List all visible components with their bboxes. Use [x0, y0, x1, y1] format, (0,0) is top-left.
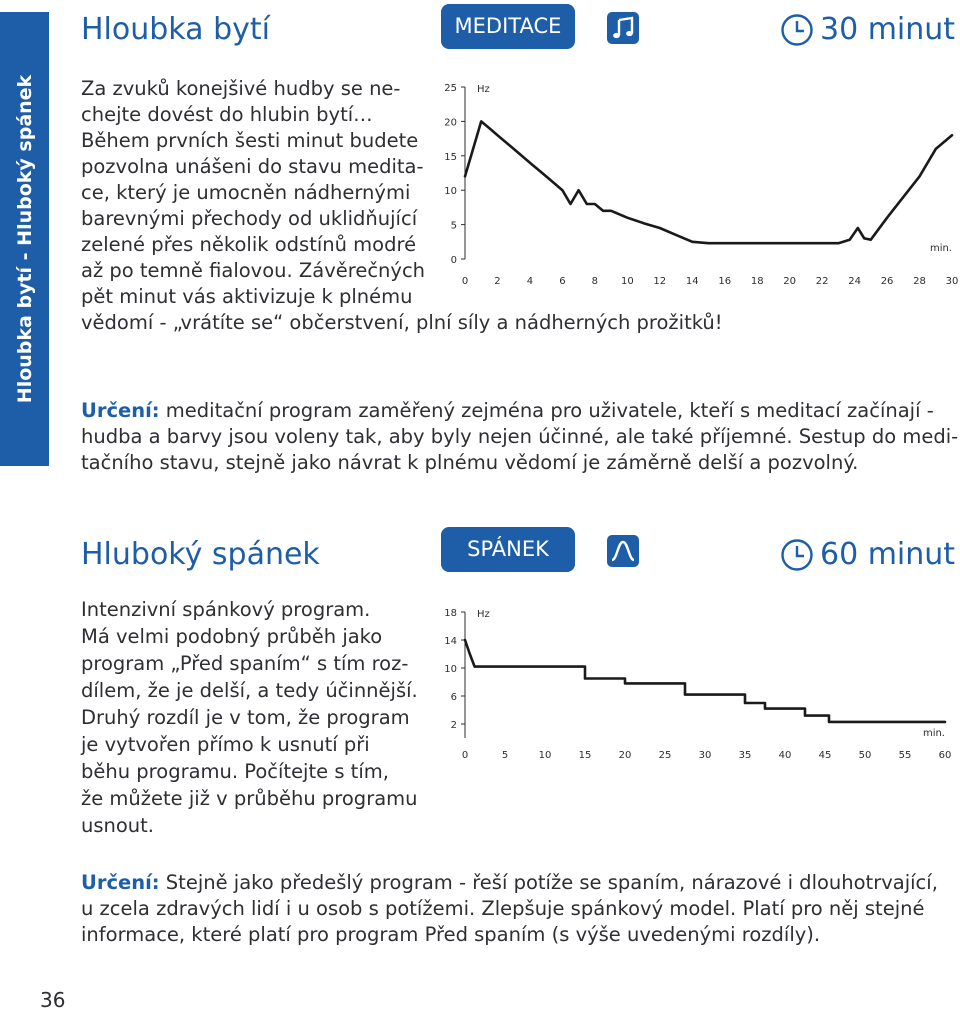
x-tick-label: 35 — [738, 750, 752, 761]
y-tick-label: 5 — [450, 220, 457, 232]
text-line: chejte dovést do hlubin bytí… — [81, 103, 373, 126]
duration-text: 30 minut — [820, 12, 956, 47]
purpose-label: Určení: — [81, 399, 160, 422]
text-line: zelené přes několik odstínů modré — [81, 233, 417, 256]
text-line: barevnými přechody od uklidňující — [81, 207, 418, 230]
series-line — [465, 640, 945, 722]
music-note-icon — [607, 12, 639, 44]
duration-text: 60 minut — [820, 537, 956, 572]
text-line: hudba a barvy jsou voleny tak, aby byly nejen účinné, ale také příjemné. Sestup do medi- — [81, 425, 959, 448]
meditation-purpose — [81, 398, 959, 476]
section-title-meditation: Hloubka bytí — [81, 12, 270, 47]
x-tick-label: 12 — [653, 276, 667, 287]
y-tick-label: 10 — [444, 186, 457, 198]
x-tick-label: 4 — [526, 276, 534, 287]
text-line: dílem, že je delší, a tedy účinnější. — [81, 679, 418, 702]
y-tick-label: 14 — [444, 636, 457, 647]
x-tick-label: 20 — [783, 276, 797, 287]
x-tick-label: 45 — [818, 750, 832, 761]
text-line: běhu programu. Počítejte s tím, — [81, 760, 389, 783]
x-tick-label: 24 — [848, 276, 861, 287]
text-line: Má velmi podobný průběh jako — [81, 625, 383, 648]
y-axis-label: Hz — [477, 84, 490, 95]
sleep-purpose — [81, 870, 956, 948]
x-tick-label: 14 — [685, 276, 699, 287]
text-line: pět minut vás aktivizuje k plnému — [81, 285, 413, 308]
x-tick-label: 10 — [538, 750, 552, 761]
x-axis-label: min. — [929, 243, 952, 254]
x-tick-label: 5 — [501, 750, 509, 761]
y-tick-label: 15 — [444, 151, 457, 163]
text-line: ce, který je umocněn nádhernými — [81, 181, 411, 204]
y-tick-label: 10 — [444, 664, 457, 675]
clock-icon — [780, 538, 814, 572]
x-tick-label: 25 — [658, 750, 672, 761]
clock-icon — [780, 13, 814, 47]
x-tick-label: 16 — [718, 276, 732, 287]
text-line: u zcela zdravých lidí i u osob s potížemi. Zlepšuje spánkový model. Platí pro něj stejné — [81, 897, 925, 920]
text-line: Určení: meditační program zaměřený zejména pro uživatele, kteří s meditací začínají - — [81, 399, 934, 422]
x-tick-label: 30 — [698, 750, 712, 761]
text-line: Během prvních šesti minut budete — [81, 129, 419, 152]
text-line: Druhý rozdíl je v tom, že program — [81, 706, 410, 729]
page-number: 36 — [40, 988, 66, 1012]
x-axis-label: min. — [922, 728, 945, 739]
x-tick-label: 60 — [938, 750, 952, 761]
x-tick-label: 50 — [858, 750, 872, 761]
sidebar-label: Hloubka bytí - Hluboký spánek — [13, 74, 36, 404]
y-tick-label: 18 — [444, 608, 457, 619]
duration-sleep — [780, 537, 955, 572]
text-line: program „Před spaním“ s tím roz- — [81, 652, 409, 675]
x-tick-label: 28 — [913, 276, 926, 287]
y-tick-label: 20 — [444, 117, 457, 129]
text-line: že můžete již v průběhu programu — [81, 787, 418, 810]
text-line: je vytvořen přímo k usnutí při — [81, 733, 370, 756]
x-tick-label: 8 — [591, 276, 599, 287]
x-tick-label: 26 — [880, 276, 894, 287]
waveform-icon — [607, 535, 639, 567]
x-tick-label: 6 — [559, 276, 566, 287]
y-tick-label: 6 — [450, 692, 457, 703]
x-tick-label: 10 — [620, 276, 634, 287]
x-tick-label: 0 — [461, 750, 469, 761]
text-line: informace, které platí pro program Před spaním (s výše uvedenými rozdíly). — [81, 923, 821, 946]
x-tick-label: 20 — [618, 750, 632, 761]
sleep-description — [81, 596, 418, 839]
section-title-sleep: Hluboký spánek — [81, 537, 320, 572]
text-line: tačního stavu, stejně jako návrat k plnému vědomí je záměrně delší a pozvolný. — [81, 451, 859, 474]
text-line: usnout. — [81, 814, 155, 837]
category-tag-sleep: SPÁNEK — [441, 527, 575, 572]
x-tick-label: 18 — [750, 276, 764, 287]
text-line: pozvolna unášeni do stavu medita- — [81, 155, 424, 178]
duration-meditation — [780, 12, 955, 47]
y-tick-label: 2 — [450, 720, 457, 731]
x-tick-label: 15 — [578, 750, 592, 761]
frequency-chart-meditation — [430, 75, 960, 295]
text-line: až po temně fialovou. Závěrečných — [81, 259, 426, 282]
purpose-label: Určení: — [81, 871, 160, 894]
x-tick-label: 0 — [461, 276, 469, 287]
text-line: Za zvuků konejšivé hudby se ne- — [81, 77, 401, 100]
y-tick-label: 0 — [450, 255, 457, 266]
x-tick-label: 40 — [778, 750, 792, 761]
text-line: vědomí - „vrátíte se“ občerstvení, plní síly a nádherných prožitků! — [81, 311, 723, 334]
x-tick-label: 30 — [945, 276, 959, 287]
text-line: Intenzivní spánkový program. — [81, 598, 371, 621]
x-tick-label: 2 — [494, 276, 501, 287]
category-tag-meditation: MEDITACE — [441, 4, 575, 49]
x-tick-label: 22 — [815, 276, 829, 287]
x-tick-label: 55 — [898, 750, 912, 761]
sidebar-tab — [0, 12, 49, 466]
frequency-chart-sleep — [430, 600, 960, 770]
y-tick-label: 25 — [444, 83, 457, 94]
text-line: Určení: Stejně jako předešlý program - řeší potíže se spaním, nárazové i dlouhotrvající, — [81, 871, 938, 894]
series-line — [465, 121, 952, 243]
y-axis-label: Hz — [477, 609, 490, 620]
